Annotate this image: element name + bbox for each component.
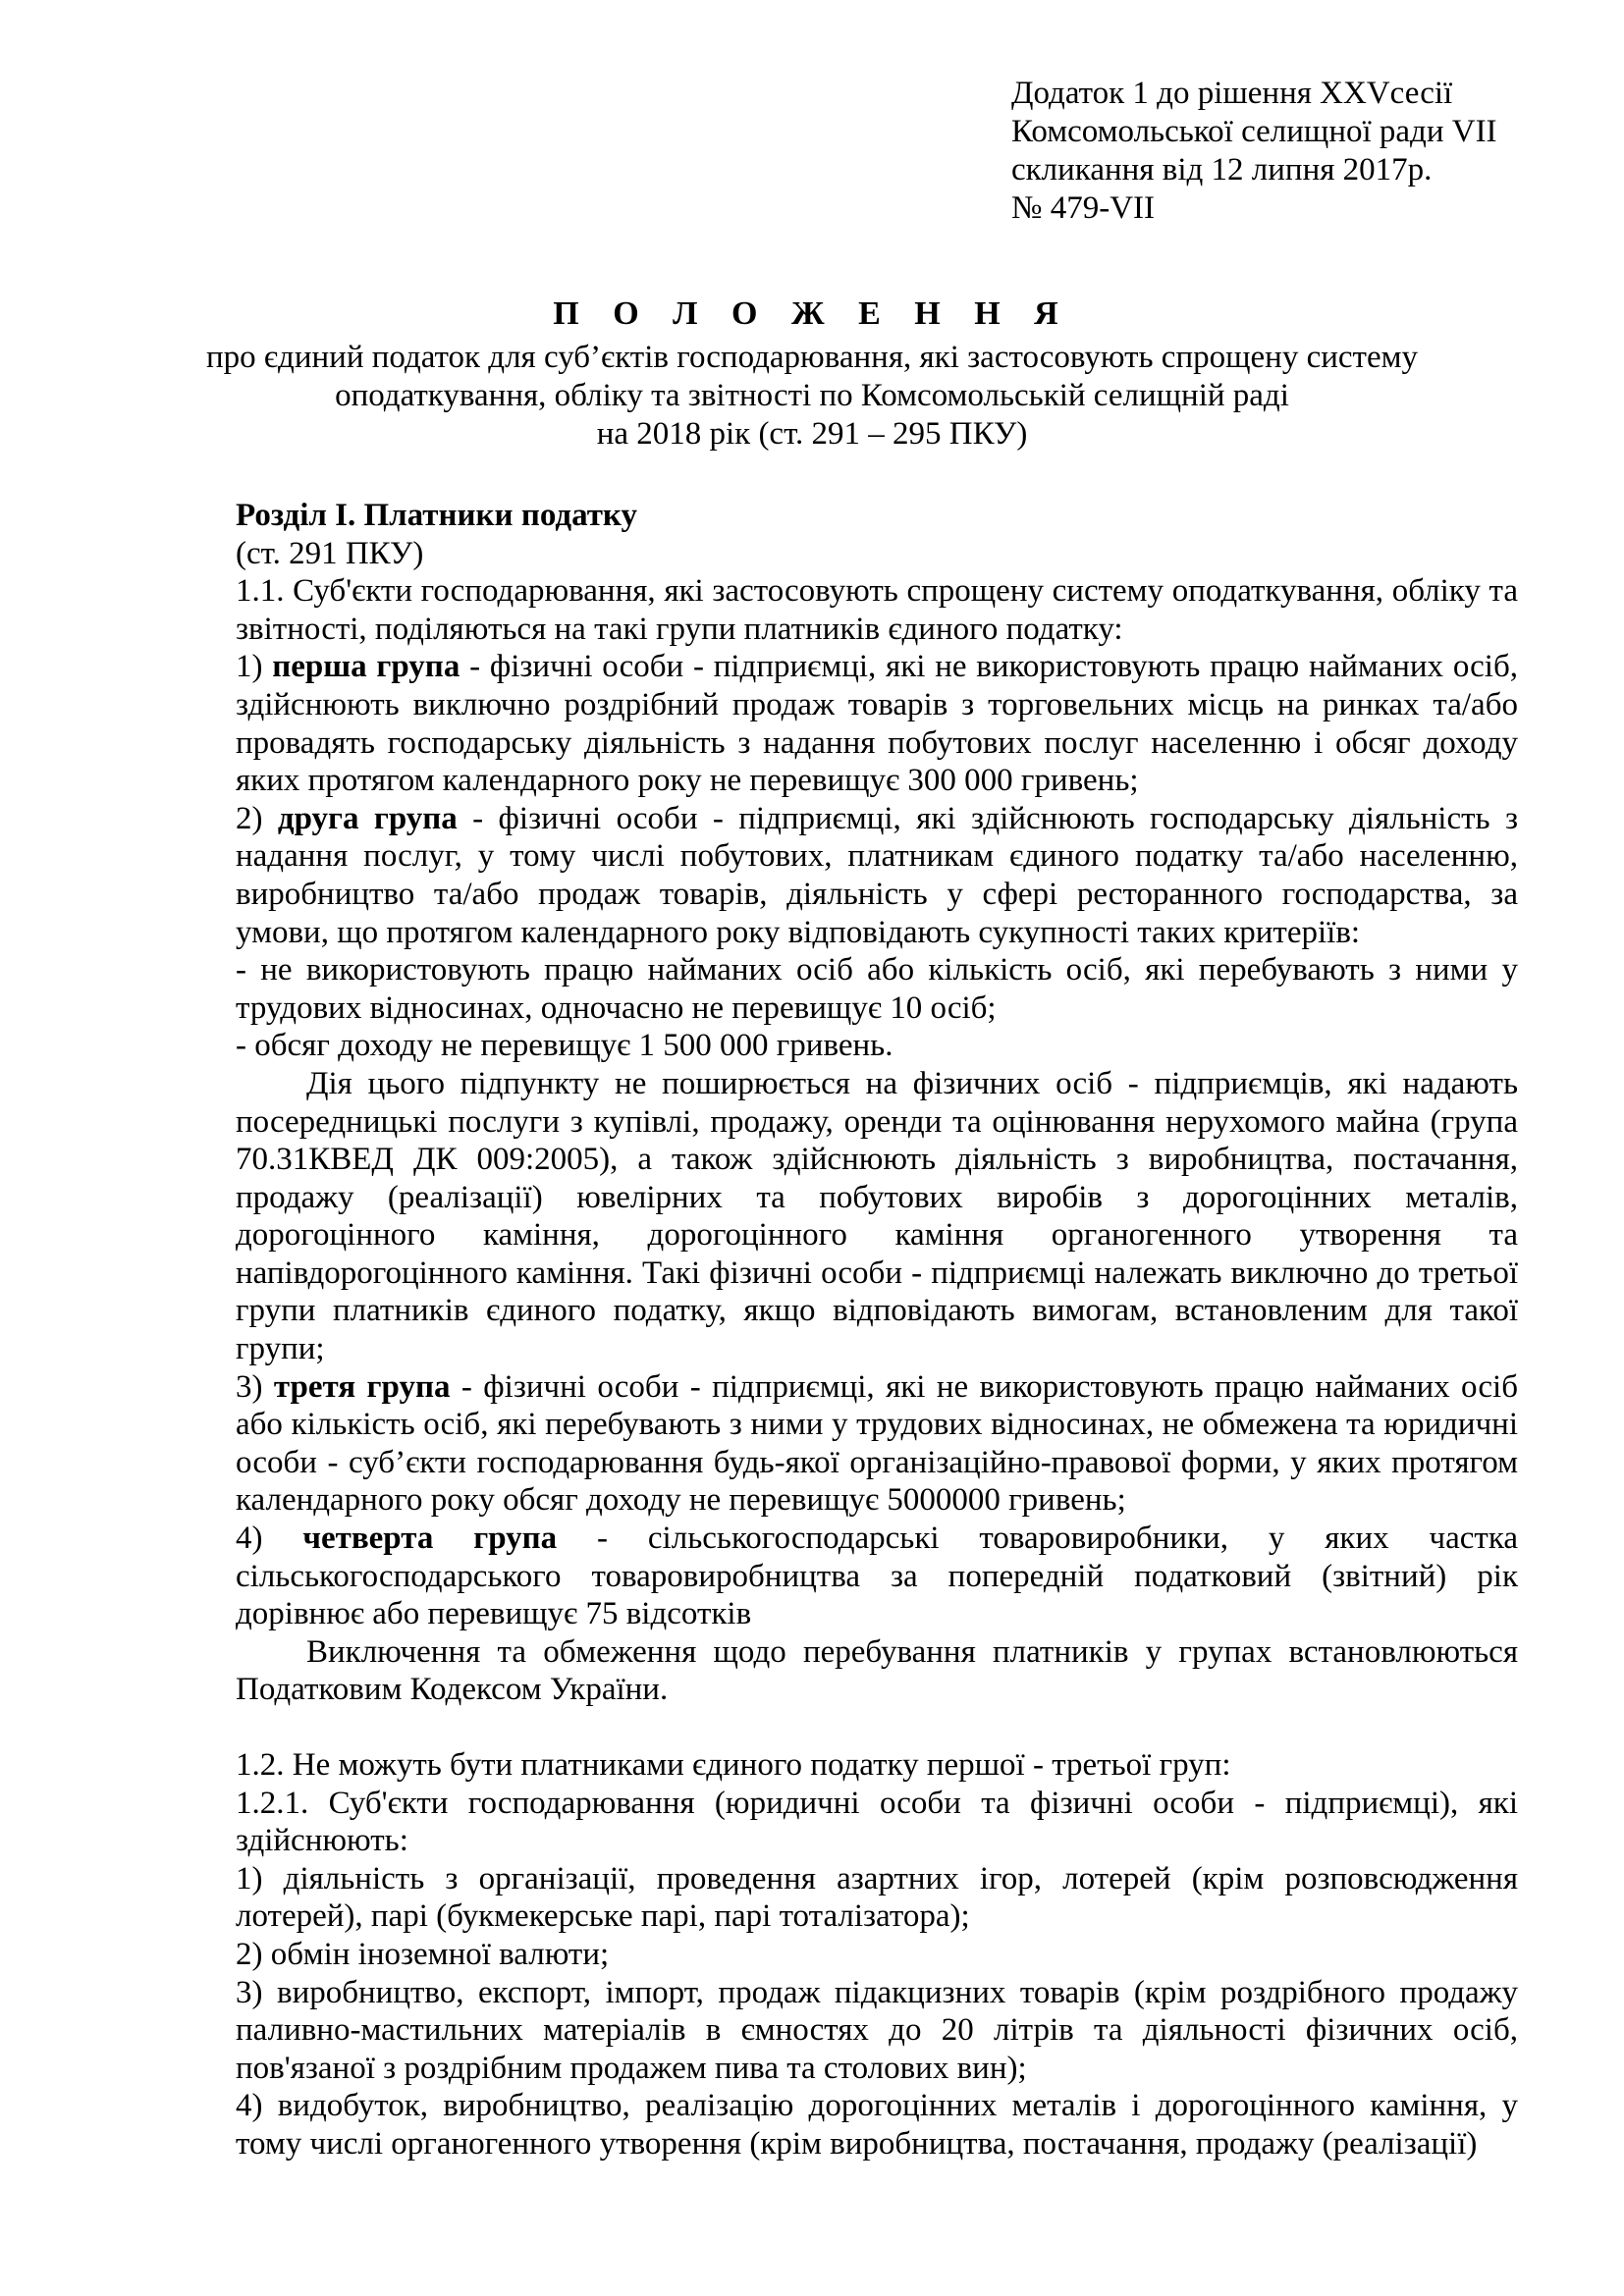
list-item: 1) діяльність з організації, проведення азартних ігор, лотерей (крім розповсюдження лотерей), парі (букмекерське парі, парі тоталізатора); (236, 1860, 1518, 1935)
header-line: Комсомольської селищної ради VII (1011, 114, 1497, 149)
list-item: 2) обмін іноземної валюти; (236, 1936, 610, 1972)
section-reference: (ст. 291 ПКУ) (236, 535, 424, 571)
group-3-paragraph (236, 1368, 1518, 1520)
group-name: перша група (272, 649, 460, 685)
paragraph-1-2-1: 1.2.1. Суб'єкти господарювання (юридичні особи та фізичні особи - підприємці), які здійснюють: (236, 1785, 1518, 1859)
header-line: скликання від 12 липня 2017р. (1011, 152, 1433, 187)
document-subtitle (147, 339, 1477, 454)
appendix-header (1011, 75, 1561, 228)
group-name: четверта група (302, 1521, 558, 1557)
group-description: - фізичні особи - підприємці, які не використовують працю найманих осіб або кількість осіб, які перебувають з ними у трудових відносинах, не обмежена та юридичні особи - суб’єкти господарювання будь-якої організаційно-правової форми, у яких протягом календарного року обсяг доходу не перевищує 5000000 гривень; (236, 1368, 1518, 1519)
group-description: - сільськогосподарські товаровиробники, у яких частка сільськогосподарського товаровиробництва за попередній податковий (звітний) рік дорівнює або перевищує 75 відсотків (236, 1521, 1518, 1632)
group-2-note: Дія цього підпункту не поширюється на фізичних осіб - підприємців, які надають посередницькі послуги з купівлі, продажу, оренди та оцінювання нерухомого майна (група 70.31КВЕД ДК 009:2005), а також здійснюють діяльність з виробництва, постачання, продажу (реалізації) ювелірних та побутових виробів з дорогоцінних металів, дорогоцінного каміння, дорогоцінного каміння органогенного утворення та напівдорогоцінного каміння. Такі фізичні особи - підприємці належать виключно до третьої групи платників єдиного податку, якщо відповідають вимогам, встановленим для такої групи; (236, 1065, 1518, 1367)
group-description: - фізичні особи - підприємці, які здійснюють господарську діяльність з надання послуг, у тому числі побутових, платникам єдиного податку та/або населенню, виробництво та/або продаж товарів, діяльність у сфері ресторанного господарства, за умови, що протягом календарного року відповідають сукупності таких критеріїв: (236, 800, 1519, 950)
group-number: 2) (236, 800, 278, 836)
document-body (236, 497, 1518, 2163)
header-line: Додаток 1 до рішення XXVсесії (1011, 76, 1453, 111)
group-4-paragraph (236, 1520, 1518, 1633)
group-name: третя група (273, 1368, 451, 1405)
paragraph-1-1: 1.1. Суб'єкти господарювання, які застосовують спрощену систему оподаткування, обліку та звітності, поділяються на такі групи платників єдиного податку: (236, 573, 1518, 647)
criterion-item: - обсяг доходу не перевищує 1 500 000 гривень. (236, 1028, 893, 1064)
list-item: 3) виробництво, експорт, імпорт, продаж підакцизних товарів (крім роздрібного продажу паливно-мастильних матеріалів в ємностях до 20 літрів та діяльності фізичних осіб, пов'язаної з роздрібним продажем пива та столових вин); (236, 1974, 1518, 2086)
criterion-item: - не використовують працю найманих осіб або кількість осіб, які перебувають з ними у трудових відносинах, одночасно не перевищує 10 осіб; (236, 952, 1518, 1026)
exclusions-paragraph: Виключення та обмеження щодо перебування платників у групах встановлюються Податковим Кодексом України. (236, 1633, 1518, 1708)
spacer (236, 1709, 1518, 1746)
group-name: друга група (277, 800, 458, 836)
group-2-paragraph (236, 800, 1518, 951)
group-number: 4) (236, 1521, 303, 1557)
group-number: 1) (236, 649, 273, 685)
subtitle-line: про єдиний податок для суб’єктів господарювання, які застосовують спрощену систему (205, 340, 1418, 375)
section-heading: Розділ І. Платники податку (236, 498, 637, 533)
document-title-block (147, 294, 1477, 454)
paragraph-1-2: 1.2. Не можуть бути платниками єдиного податку першої - третьої груп: (236, 1747, 1231, 1783)
subtitle-line: оподаткування, обліку та звітності по Комсомольській селищній раді (335, 378, 1289, 413)
document-title: П О Л О Ж Е Н Н Я (553, 295, 1071, 332)
list-item: 4) видобуток, виробництво, реалізацію дорогоцінних металів і дорогоцінного каміння, у тому числі органогенного утворення (крім виробництва, постачання, продажу (реалізації) (236, 2088, 1518, 2162)
group-1-paragraph (236, 648, 1518, 799)
subtitle-line: на 2018 рік (ст. 291 – 295 ПКУ) (596, 416, 1028, 452)
group-description: - фізичні особи - підприємці, які не використовують працю найманих осіб, здійснюють виключно роздрібний продаж товарів з торговельних місць на ринках та/або провадять господарську діяльність з надання побутових послуг населенню і обсяг доходу яких протягом календарного року не перевищує 300 000 гривень; (236, 649, 1518, 799)
group-number: 3) (236, 1368, 274, 1405)
header-line: № 479-VII (1011, 190, 1156, 226)
